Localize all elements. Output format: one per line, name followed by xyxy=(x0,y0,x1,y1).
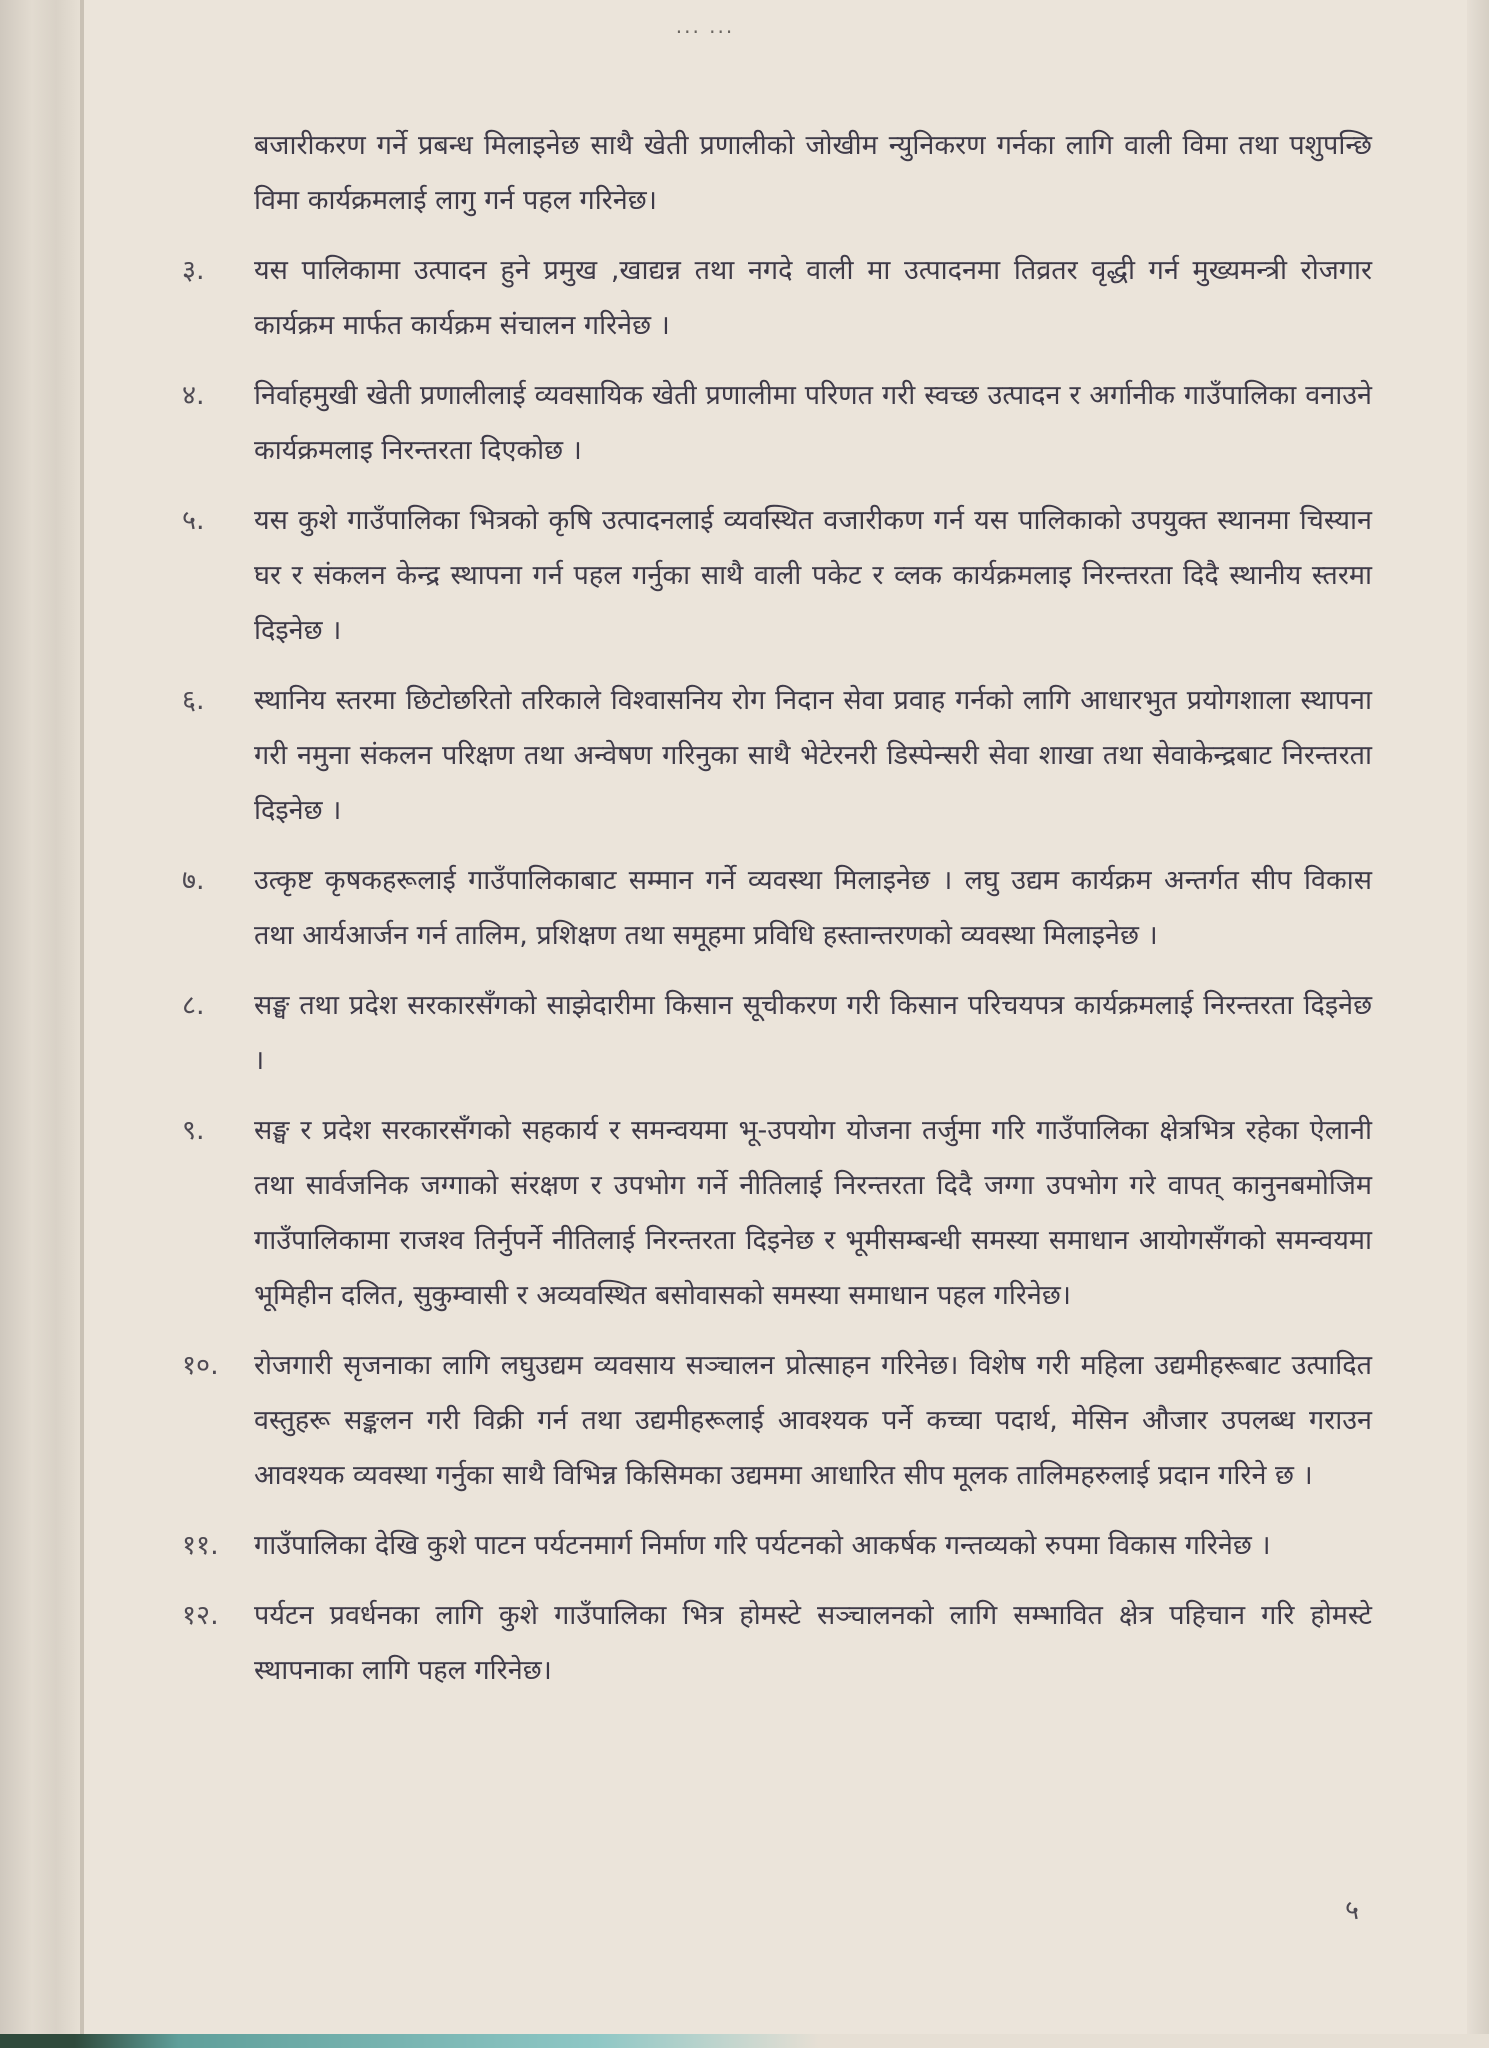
list-item xyxy=(182,493,1372,658)
item-number: ७. xyxy=(182,865,205,896)
list-item xyxy=(182,853,1372,963)
item-text: निर्वाहमुखी खेती प्रणालीलाई व्यवसायिक खेती प्रणालीमा परिणत गरी स्वच्छ उत्पादन र अर्गानीक गाउँपालिका वनाउने कार्यक्रमलाइ निरन्तरता दिएकोछ । xyxy=(254,380,1372,466)
spine-edge xyxy=(80,0,84,2048)
item-text: गाउँपालिका देखि कुशे पाटन पर्यटनमार्ग निर्माण गरि पर्यटनको आकर्षक गन्तव्यको रुपमा विकास गरिनेछ । xyxy=(254,1530,1271,1561)
item-number: १२. xyxy=(182,1600,219,1631)
book-spine xyxy=(0,0,80,2048)
item-number: १०. xyxy=(182,1350,219,1381)
list-item xyxy=(182,1518,1372,1573)
list-item xyxy=(182,1588,1372,1698)
item-number: ९. xyxy=(182,1115,205,1146)
document-content xyxy=(182,118,1372,1713)
page-number: ५ xyxy=(1345,1895,1360,1926)
item-number: ११. xyxy=(182,1530,219,1561)
item-text: उत्कृष्ट कृषकहरूलाई गाउँपालिकाबाट सम्मान गर्ने व्यवस्था मिलाइनेछ । लघु उद्यम कार्यक्रम अन्तर्गत सीप विकास तथा आर्यआर्जन गर्न तालिम, प्रशिक्षण तथा समूहमा प्रविधि हस्तान्तरणको व्यवस्था मिलाइनेछ । xyxy=(254,865,1372,951)
item-text: स्थानिय स्तरमा छिटोछरितो तरिकाले विश्वासनिय रोग निदान सेवा प्रवाह गर्नको लागि आधारभुत प्रयोगशाला स्थापना गरी नमुना संकलन परिक्षण तथा अन्वेषण गरिनुका साथै भेटेरनरी डिस्पेन्सरी सेवा शाखा तथा सेवाकेन्द्रबाट निरन्तरता दिइनेछ । xyxy=(254,685,1372,826)
item-number: ८. xyxy=(182,990,205,1021)
bottom-edge-strip xyxy=(0,2034,1489,2048)
item-number: ५. xyxy=(182,505,205,536)
item-number: ४. xyxy=(182,380,205,411)
list-item xyxy=(182,118,1372,228)
item-text: बजारीकरण गर्ने प्रबन्ध मिलाइनेछ साथै खेती प्रणालीको जोखीम न्युनिकरण गर्नका लागि वाली विमा तथा पशुपन्छि विमा कार्यक्रमलाई लागु गर्न पहल गरिनेछ। xyxy=(254,130,1372,216)
item-text: यस पालिकामा उत्पादन हुने प्रमुख ,खाद्यन्न तथा नगदे वाली मा उत्पादनमा तिव्रतर वृद्धी गर्न मुख्यमन्त्री रोजगार कार्यक्रम मार्फत कार्यक्रम संचालन गरिनेछ । xyxy=(254,255,1372,341)
item-text: यस कुशे गाउँपालिका भित्रको कृषि उत्पादनलाई व्यवस्थित वजारीकण गर्न यस पालिकाको उपयुक्त स्थानमा चिस्यान घर र संकलन केन्द्र स्थापना गर्न पहल गर्नुका साथै वाली पकेट र व्लक कार्यक्रमलाइ निरन्तरता दिदै स्थानीय स्तरमा दिइनेछ । xyxy=(254,505,1372,646)
list-item xyxy=(182,978,1372,1088)
list-item xyxy=(182,243,1372,353)
item-text: रोजगारी सृजनाका लागि लघुउद्यम व्यवसाय सञ्चालन प्रोत्साहन गरिनेछ। विशेष गरी महिला उद्यमीहरूबाट उत्पादित वस्तुहरू सङ्कलन गरी विक्री गर्न तथा उद्यमीहरूलाई आवश्यक पर्ने कच्चा पदार्थ, मेसिन औजार उपलब्ध गराउन आवश्यक व्यवस्था गर्नुका साथै विभिन्न किसिमका उद्यममा आधारित सीप मूलक तालिमहरुलाई प्रदान गरिने छ । xyxy=(254,1350,1372,1491)
list-item xyxy=(182,368,1372,478)
list-item xyxy=(182,1338,1372,1503)
item-text: पर्यटन प्रवर्धनका लागि कुशे गाउँपालिका भित्र होमस्टे सञ्चालनको लागि सम्भावित क्षेत्र पहिचान गरि होमस्टे स्थापनाका लागि पहल गरिनेछ। xyxy=(254,1600,1372,1686)
header-mark: ... ... xyxy=(675,14,735,38)
item-number: ३. xyxy=(182,255,205,286)
item-text: सङ्घ र प्रदेश सरकारसँगको सहकार्य र समन्वयमा भू-उपयोग योजना तर्जुमा गरि गाउँपालिका क्षेत्रभित्र रहेका ऐलानी तथा सार्वजनिक जग्गाको संरक्षण र उपभोग गर्ने नीतिलाई निरन्तरता दिदै जग्गा उपभोग गरे वापत् कानुनबमोजिम गाउँपालिकामा राजश्व तिर्नुपर्ने नीतिलाई निरन्तरता दिइनेछ र भूमीसम्बन्धी समस्या समाधान आयोगसँगको समन्वयमा भूमिहीन दलित, सुकुम्वासी र अव्यवस्थित बसोवासको समस्या समाधान पहल गरिनेछ। xyxy=(254,1115,1372,1311)
page-right-edge xyxy=(1467,0,1489,2048)
list-item xyxy=(182,1103,1372,1323)
item-number: ६. xyxy=(182,685,205,716)
item-text: सङ्घ तथा प्रदेश सरकारसँगको साझेदारीमा किसान सूचीकरण गरी किसान परिचयपत्र कार्यक्रमलाई निरन्तरता दिइनेछ । xyxy=(254,990,1372,1076)
list-item xyxy=(182,673,1372,838)
